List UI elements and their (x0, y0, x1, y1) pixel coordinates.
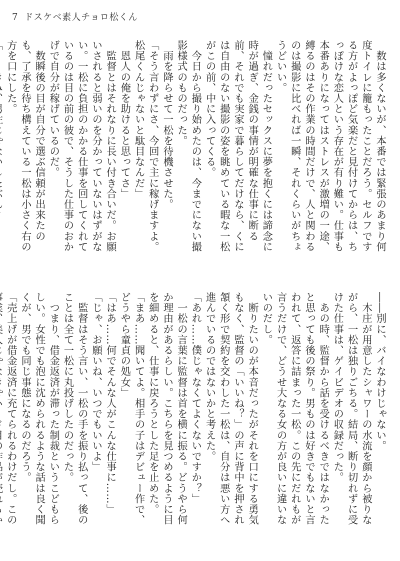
paragraph: 一松の言葉に監督は首を横に振る。どうやら何か理由があるらしい。こちらを見つめるように目を細めると、仕事に戻ろうとした足を止めた。 (146, 292, 187, 526)
paragraph: 雨を降らせて一松を待機させた。 (160, 40, 172, 210)
paragraph: 「じゃ、お願いね、いつでもいいよ」 (89, 292, 101, 473)
paragraph: つまり、借金返済が滞った制裁というこどもらしい。女性でも泡に沈められるような話は良く聞くが、男でも同じ事態になるのだろう。 (18, 292, 59, 526)
paragraph: 「売上げが借金返済に充てられるわけだし。この (4, 292, 16, 526)
paragraph: 「そう言わずにさ、今回で主に稼げますよ。松尾くんじゃないと駄目なんだ」 (132, 40, 158, 252)
paragraph: 木庄が用意したシャワーの水流を顔から被りながら、一松は独りごちる。結局、断り切れずに受けた仕事は、ゲイビデオの収録だった。 (331, 292, 371, 526)
paragraph: 「まあ……聞いてよ。相手の子はデビュー作で、どうやら童貞の処女」 (118, 292, 144, 526)
page-header (12, 10, 138, 23)
paragraph: あの時、監督から話を受けるべきではなかったと思っても後の祭り。男ものは好きでもないと言われて、返答に詰まった一松。この先にだれもが言うだけで、どうせ大なる女の方が良いに違いないのだし。 (260, 292, 329, 526)
paragraph: 憧れだったセックスに夢を抱くには諦念に時が過ぎ、金銭の事情が明確な仕事に断る前、それでも実家で暮らしてだけなら、くには自由のない撮影の姿を眺めている暇な一松がこの前、中に入ってくる。 (203, 40, 272, 252)
paragraph: ――別に、バイなわけじゃない。 (374, 292, 385, 451)
paragraph: 数瞬後の目が自分で選ぶ信頼が出来たのも、了承を待ち構えている一松は小さく右の方を口にした。 (4, 40, 45, 252)
paragraph: 今日から撮り始めたのは、今までにない撮影様式のものだった。 (175, 40, 201, 252)
paragraph: 恩人の俺を助けると思ってさ」 (118, 40, 130, 199)
bottom-text-block (4, 292, 386, 532)
paragraph: 数は多くないが、本番では緊張のあまり何度トイレに籠もったことだろう。セルフでする方がよっぽど気楽だと見付けてからは、ちっぽけな恋人という存在が有り難い。仕事も本番ありになってはストレスが激増の一途、縛るのはその作業の時間だけで、人と関わるのは撮影に比べれば一瞬、それくらいがちょうどいい。 (274, 40, 385, 252)
paragraph: 「あれ……僕じゃなくてよくないですか？」 (189, 292, 201, 504)
paragraph: 断りたいのが本音だったがそれを口にする勇気もなく、監督の「いいね？」の声に背中を押され頷く形で契約を交わした一松は、自分は悪い方へ進んでいるのではないかと考えた。 (203, 292, 258, 526)
top-text-block (4, 40, 386, 260)
page-number: 7 (12, 13, 19, 23)
running-title: ドスケベ素人チョロ松くん (24, 13, 138, 23)
paragraph (0, 40, 3, 260)
paragraph: 監督はそう言い、一松の手を振り払って、後のことは全て一松に丸投げしたのだった。 (61, 292, 87, 526)
paragraph: 「はあ……何でそんな人がこんな仕事に……」 (104, 292, 116, 515)
paragraph: 監督とはそれなりに長い付き合いだ。お願いされると弱いのを分かっていないはずがない。一松に負担のかかる仕事を回してくれているのは目の前の彼で、そうした仕事のおかげで自分が稼げているのだ。 (47, 40, 116, 252)
